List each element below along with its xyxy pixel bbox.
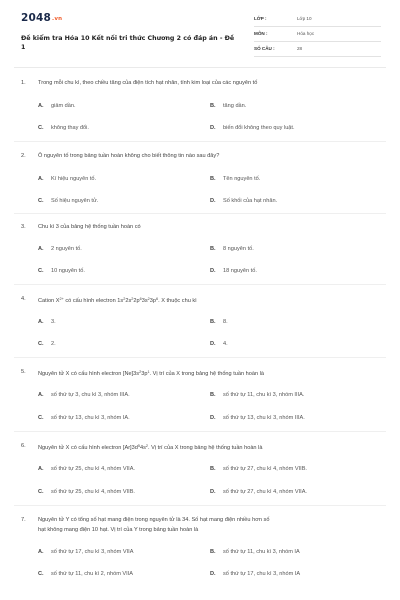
option-b[interactable] bbox=[210, 549, 300, 555]
option-text: số thứ tự 13, chu kì 3, nhóm IA. bbox=[51, 415, 130, 421]
question-number: 6. bbox=[21, 443, 26, 449]
option-d[interactable] bbox=[210, 415, 305, 421]
option-text: số thứ tự 11, chu kì 3, nhóm IA bbox=[223, 549, 300, 555]
question-stem bbox=[21, 441, 383, 453]
option-a[interactable] bbox=[38, 176, 96, 182]
option-c[interactable] bbox=[38, 198, 98, 204]
option-letter: C. bbox=[38, 268, 44, 274]
option-text: 2. bbox=[51, 341, 56, 347]
meta-value: Hóa học bbox=[297, 31, 315, 36]
option-text: không thay đổi. bbox=[51, 125, 89, 131]
logo-suffix: .vn bbox=[52, 16, 63, 22]
question-divider bbox=[14, 431, 386, 432]
header-divider bbox=[14, 67, 386, 68]
option-letter: A. bbox=[38, 549, 44, 555]
option-letter: B. bbox=[210, 466, 216, 472]
question-number: 2. bbox=[21, 153, 26, 159]
option-text: 8. bbox=[223, 319, 228, 325]
question-divider bbox=[14, 284, 386, 285]
meta-value: 28 bbox=[297, 46, 303, 51]
question-divider bbox=[14, 357, 386, 358]
option-text: Số hiệu nguyên tử. bbox=[51, 198, 99, 204]
option-text: 8 nguyên tố. bbox=[223, 246, 254, 252]
option-c[interactable] bbox=[38, 268, 85, 274]
option-text: số thứ tự 27, chu kì 4, nhóm VIIB. bbox=[223, 466, 307, 472]
option-letter: A. bbox=[38, 392, 44, 398]
option-letter: A. bbox=[38, 103, 44, 109]
option-d[interactable] bbox=[210, 341, 228, 347]
option-b[interactable] bbox=[210, 103, 246, 109]
option-letter: B. bbox=[210, 246, 216, 252]
option-c[interactable] bbox=[38, 341, 56, 347]
question-6 bbox=[21, 441, 383, 495]
option-a[interactable] bbox=[38, 246, 82, 252]
option-a[interactable] bbox=[38, 549, 133, 555]
question-text: Nguyên tử X có cấu hình electron $[Ne]3s^23p^1$. Vị trí của X trong bảng hệ thống tuần hoàn là bbox=[38, 370, 265, 377]
option-text: Số khối của hạt nhân. bbox=[223, 198, 278, 204]
option-b[interactable] bbox=[210, 319, 228, 325]
option-text: số thứ tự 27, chu kì 4, nhóm VIIA. bbox=[223, 489, 307, 495]
option-c[interactable] bbox=[38, 489, 135, 495]
option-letter: C. bbox=[38, 341, 44, 347]
question-stem bbox=[21, 294, 383, 306]
question-text: Nguyên tử X có cấu hình electron $[Ar]3d^54s^2$. Vị trí của X trong bảng hệ thống tuần hoàn là bbox=[38, 444, 263, 451]
option-letter: B. bbox=[210, 319, 216, 325]
option-a[interactable] bbox=[38, 392, 130, 398]
option-text: số thứ tự 17, chu kì 3, nhóm VIIA bbox=[51, 549, 134, 555]
option-text: biến đổi không theo quy luật. bbox=[223, 125, 295, 131]
question-divider bbox=[14, 141, 386, 142]
question-3 bbox=[21, 222, 383, 274]
option-letter: A. bbox=[38, 176, 44, 182]
option-d[interactable] bbox=[210, 489, 307, 495]
option-text: số thứ tự 25, chu kì 4, nhóm VIIB. bbox=[51, 489, 135, 495]
option-text: số thứ tự 25, chu kì 4, nhóm VIIA. bbox=[51, 466, 135, 472]
question-number: 3. bbox=[21, 224, 26, 230]
meta-label: LỚP : bbox=[254, 16, 267, 21]
option-letter: A. bbox=[38, 319, 44, 325]
question-text: Trong mỗi chu kì, theo chiều tăng của điện tích hạt nhân, tính kim loại của các nguyên tố bbox=[38, 80, 258, 86]
option-text: tăng dần. bbox=[223, 103, 247, 109]
option-letter: A. bbox=[38, 466, 44, 472]
exam-header bbox=[21, 12, 381, 64]
question-2 bbox=[21, 151, 383, 204]
question-stem bbox=[21, 222, 383, 232]
meta-label: SỐ CÂU : bbox=[254, 46, 275, 51]
option-letter: D. bbox=[210, 268, 216, 274]
question-stem bbox=[21, 515, 383, 535]
meta-value: Lớp 10 bbox=[297, 16, 312, 21]
option-letter: C. bbox=[38, 125, 44, 131]
option-text: 10 nguyên tố. bbox=[51, 268, 85, 274]
option-b[interactable] bbox=[210, 392, 304, 398]
question-text-line-1: Nguyên tử Y có tổng số hạt mang điện trong nguyên tử là 34. Số hạt mang điện nhiều hơn số bbox=[38, 517, 270, 523]
option-text: Tên nguyên tố. bbox=[223, 176, 261, 182]
option-letter: D. bbox=[210, 571, 216, 577]
option-text: 18 nguyên tố. bbox=[223, 268, 257, 274]
question-stem bbox=[21, 78, 383, 88]
question-number: 1. bbox=[21, 80, 26, 86]
option-text: số thứ tự 11, chu kì 2, nhóm VIIA bbox=[51, 571, 134, 577]
option-letter: D. bbox=[210, 198, 216, 204]
site-logo[interactable] bbox=[21, 12, 62, 24]
question-divider bbox=[14, 213, 386, 214]
question-divider bbox=[14, 505, 386, 506]
question-4 bbox=[21, 294, 383, 347]
option-letter: A. bbox=[38, 246, 44, 252]
option-c[interactable] bbox=[38, 571, 133, 577]
option-c[interactable] bbox=[38, 415, 130, 421]
question-text: Ô nguyên tố trong bảng tuần hoàn không cho biết thông tin nào sau đây? bbox=[38, 153, 220, 159]
option-letter: B. bbox=[210, 549, 216, 555]
meta-label: MÔN : bbox=[254, 31, 268, 36]
option-text: số thứ tự 17, chu kì 3, nhóm IA bbox=[223, 571, 301, 577]
question-text: Cation $X^{2+}$ có cấu hình electron $1s^22s^22p^63s^23p^6$. X thuộc chu kì bbox=[38, 297, 197, 304]
exam-title: Đề kiểm tra Hóa 10 Kết nối tri thức Chương 2 có đáp án - Đề 1 bbox=[21, 35, 235, 51]
exam-meta bbox=[254, 12, 381, 57]
option-letter: C. bbox=[38, 571, 44, 577]
question-stem bbox=[21, 367, 383, 379]
option-b[interactable] bbox=[210, 176, 260, 182]
option-letter: C. bbox=[38, 198, 44, 204]
option-a[interactable] bbox=[38, 319, 56, 325]
question-5 bbox=[21, 367, 383, 421]
option-b[interactable] bbox=[210, 246, 254, 252]
option-letter: C. bbox=[38, 489, 44, 495]
option-d[interactable] bbox=[210, 571, 300, 577]
question-stem bbox=[21, 151, 383, 161]
option-b[interactable] bbox=[210, 466, 307, 472]
logo-text: 2048 bbox=[21, 12, 52, 24]
option-a[interactable] bbox=[38, 466, 135, 472]
option-text: 4. bbox=[223, 341, 228, 347]
option-letter: D. bbox=[210, 489, 216, 495]
option-text: số thứ tự 11, chu kì 3, nhóm IIIA. bbox=[223, 392, 305, 398]
question-text: Chu kì 3 của bảng hệ thống tuần hoàn có bbox=[38, 224, 141, 230]
question-number: 7. bbox=[21, 517, 26, 523]
option-text: số thứ tự 13, chu kì 3, nhóm IIIA. bbox=[223, 415, 305, 421]
option-letter: D. bbox=[210, 125, 216, 131]
meta-row-count bbox=[254, 42, 381, 57]
option-letter: D. bbox=[210, 415, 216, 421]
option-letter: B. bbox=[210, 103, 216, 109]
option-text: Kí hiệu nguyên tố. bbox=[51, 176, 97, 182]
question-number: 4. bbox=[21, 296, 26, 302]
option-a[interactable] bbox=[38, 103, 76, 109]
option-text: 2 nguyên tố. bbox=[51, 246, 82, 252]
option-letter: B. bbox=[210, 176, 216, 182]
option-c[interactable] bbox=[38, 125, 89, 131]
meta-row-class bbox=[254, 12, 381, 27]
option-d[interactable] bbox=[210, 198, 277, 204]
question-number: 5. bbox=[21, 369, 26, 375]
option-letter: D. bbox=[210, 341, 216, 347]
option-d[interactable] bbox=[210, 125, 295, 131]
option-d[interactable] bbox=[210, 268, 257, 274]
meta-row-subject bbox=[254, 27, 381, 42]
option-text: 3. bbox=[51, 319, 56, 325]
option-text: số thứ tự 3, chu kì 3, nhóm IIIA. bbox=[51, 392, 130, 398]
question-7 bbox=[21, 515, 383, 577]
option-text: giảm dần. bbox=[51, 103, 76, 109]
question-1 bbox=[21, 78, 383, 131]
option-letter: B. bbox=[210, 392, 216, 398]
question-text-line-2: hạt không mang điện 10 hạt. Vị trí của Y trong bảng tuần hoàn là bbox=[38, 527, 199, 533]
option-letter: C. bbox=[38, 415, 44, 421]
